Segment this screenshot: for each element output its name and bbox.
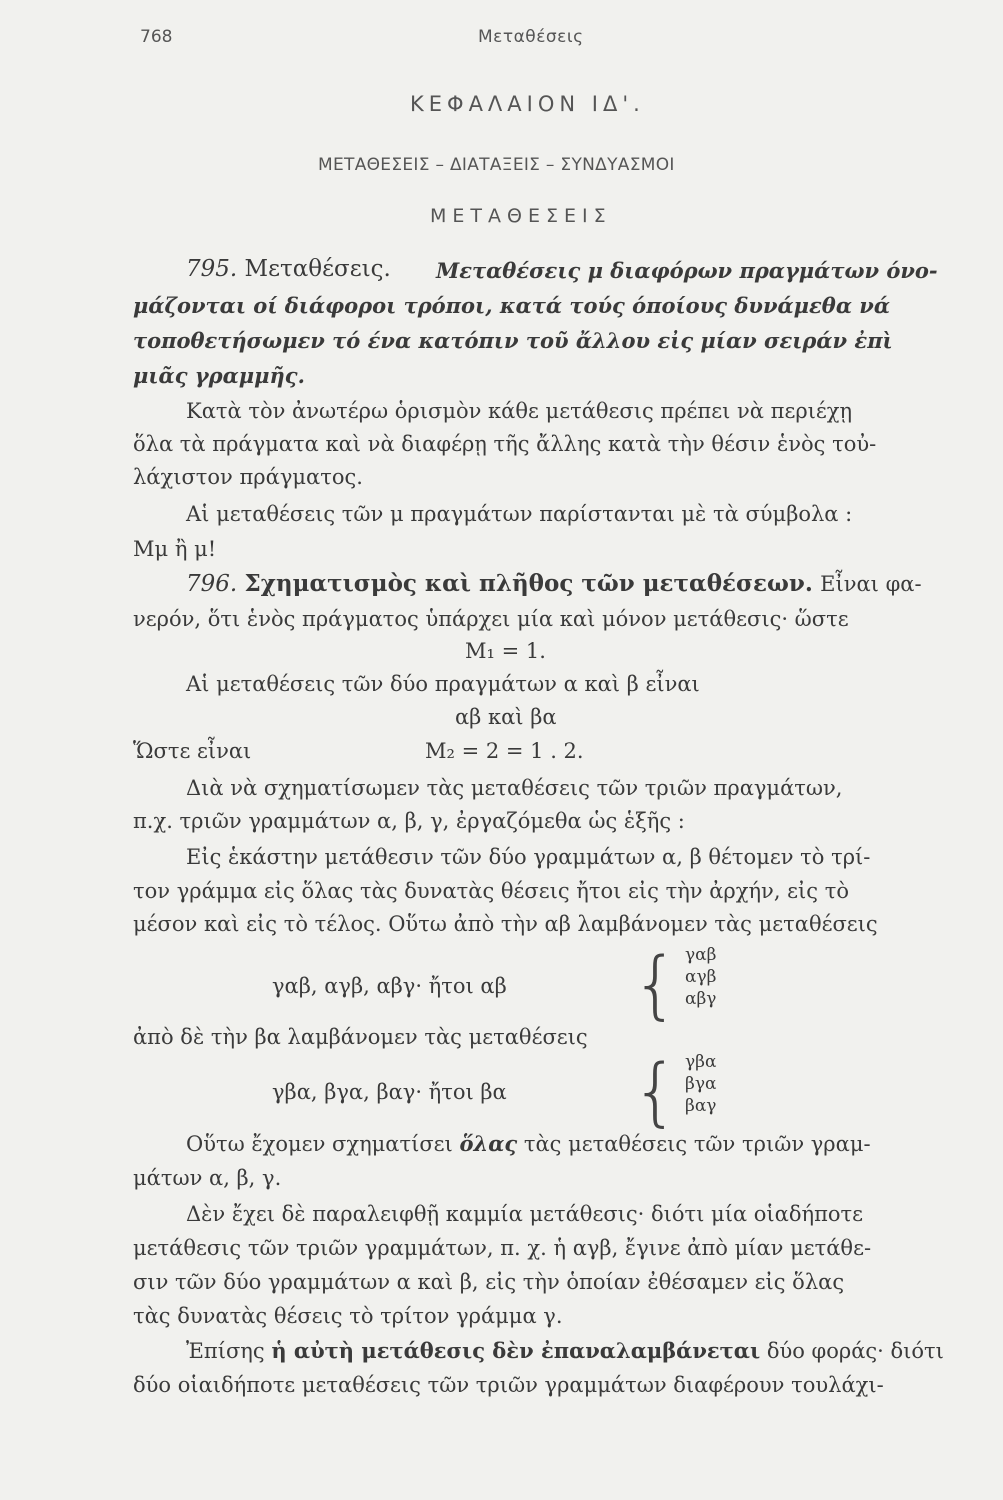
brace-icon: {: [632, 1049, 680, 1135]
section-heading: ΜΕΤΑΘΕΣΕΙΣ: [430, 205, 612, 227]
text-line: Αἱ μεταθέσεις τῶν μ πραγμάτων παρίστανται μὲ τὰ σύμβολα :: [186, 502, 853, 526]
brace-icon: {: [632, 942, 680, 1028]
text-line: λάχιστον πράγματος.: [133, 465, 363, 489]
equation-m2: Μ₂ = 2 = 1 . 2.: [425, 739, 584, 763]
text-line: Δὲν ἔχει δὲ παραλειφθῇ καμμία μετάθεσις· διότι μία οἱαδήποτε: [186, 1202, 864, 1226]
permutation-item: αβγ: [685, 989, 717, 1009]
chapter-title: ΚΕΦΑΛΑΙΟΝ ΙΔ'.: [410, 92, 645, 116]
text-line: [186, 1130, 871, 1158]
section-796-number: 796.: [186, 571, 238, 597]
pair-line: αβ καὶ βα: [455, 705, 557, 729]
permutation-item: αγβ: [685, 967, 717, 987]
permutations-row-2: γβα, βγα, βαγ· ἤτοι βα: [272, 1080, 507, 1104]
text-line: τον γράμμα εἰς ὅλας τὰς δυνατὰς θέσεις ἤτοι εἰς τὴν ἀρχήν, εἰς τὸ: [133, 879, 849, 903]
text-line: τὰς δυνατὰς θέσεις τὸ τρίτον γράμμα γ.: [133, 1304, 563, 1328]
section-796-lead: Εἶναι φα-: [820, 572, 922, 596]
text-line: Ὥστε εἶναι: [133, 739, 252, 763]
emphasis-word: ὅλας: [459, 1131, 518, 1156]
text-line: Κατὰ τὸν ἀνωτέρω ὁρισμὸν κάθε μετάθεσις πρέπει νὰ περιέχῃ: [186, 399, 853, 423]
running-title: Μεταθέσεις: [478, 27, 584, 47]
bold-phrase: ἡ αὐτὴ μετάθεσις δὲν ἐπαναλαμβάνεται: [271, 1338, 761, 1363]
definition-line-4: μιᾶς γραμμῆς.: [133, 363, 305, 388]
chapter-subtitle: ΜΕΤΑΘΕΣΕΙΣ – ΔΙΑΤΑΞΕΙΣ – ΣΥΝΔΥΑΣΜΟΙ: [318, 155, 675, 175]
section-796-heading: [186, 570, 922, 598]
text-line: μετάθεσις τῶν τριῶν γραμμάτων, π. χ. ἡ αγβ, ἔγινε ἀπὸ μίαν μετάθε-: [133, 1236, 872, 1260]
section-795-number: 795.: [186, 256, 238, 282]
section-795-title: Μεταθέσεις.: [244, 256, 391, 282]
permutation-item: βγα: [685, 1074, 717, 1094]
text-line: ἀπὸ δὲ τὴν βα λαμβάνομεν τὰς μεταθέσεις: [133, 1025, 588, 1049]
text-line: ὅλα τὰ πράγματα καὶ νὰ διαφέρῃ τῆς ἄλλης κατὰ τὴν θέσιν ἑνὸς τοὐ-: [133, 432, 877, 456]
permutations-row-1: γαβ, αγβ, αβγ· ἤτοι αβ: [272, 974, 507, 998]
definition-line-3: τοποθετήσωμεν τό ένα κατόπιν τοῦ ἄλλου εἰς μίαν σειράν ἐπὶ: [133, 328, 893, 353]
symbol-line: Μμ ἢ μ!: [133, 537, 217, 561]
text-fragment: Ἐπίσης: [186, 1339, 265, 1363]
text-line: Διὰ νὰ σχηματίσωμεν τὰς μεταθέσεις τῶν τριῶν πραγμάτων,: [186, 776, 843, 800]
text-line: σιν τῶν δύο γραμμάτων α καὶ β, εἰς τὴν ὁποίαν ἐθέσαμεν εἰς ὅλας: [133, 1270, 845, 1294]
permutation-item: γβα: [685, 1052, 717, 1072]
text-line: Εἰς ἑκάστην μετάθεσιν τῶν δύο γραμμάτων α, β θέτομεν τὸ τρί-: [186, 845, 871, 869]
equation-m1: Μ₁ = 1.: [465, 639, 546, 663]
page-number: 768: [140, 27, 173, 47]
text-line: νερόν, ὅτι ἑνὸς πράγματος ὑπάρχει μία καὶ μόνον μετάθεσις· ὥστε: [133, 607, 849, 631]
text-line: Αἱ μεταθέσεις τῶν δύο πραγμάτων α καὶ β εἶναι: [186, 672, 700, 696]
definition-line-2: μάζονται οί διάφοροι τρόποι, κατά τούς όποίους δυνάμεθα νά: [133, 293, 891, 318]
permutation-item: βαγ: [685, 1096, 717, 1116]
section-796-title: Σχηματισμὸς καὶ πλῆθος τῶν μεταθέσεων.: [244, 570, 813, 597]
text-fragment: Οὕτω ἔχομεν σχηματίσει: [186, 1132, 453, 1156]
text-line: π.χ. τριῶν γραμμάτων α, β, γ, ἐργαζόμεθα ὡς ἑξῆς :: [133, 809, 685, 833]
definition-line-1: Μεταθέσεις μ διαφόρων πραγμάτων όνο-: [436, 258, 938, 283]
text-line: μέσον καὶ εἰς τὸ τέλος. Οὕτω ἀπὸ τὴν αβ λαμβάνομεν τὰς μεταθέσεις: [133, 912, 878, 936]
text-fragment: τὰς μεταθέσεις τῶν τριῶν γραμ-: [523, 1132, 871, 1156]
section-795-heading: [186, 255, 391, 283]
text-fragment: δύο φοράς· διότι: [766, 1339, 944, 1363]
text-line: [186, 1337, 944, 1365]
text-line: μάτων α, β, γ.: [133, 1166, 282, 1190]
permutation-item: γαβ: [685, 945, 717, 965]
text-line: δύο οἱαιδήποτε μεταθέσεις τῶν τριῶν γραμμάτων διαφέρουν τουλάχι-: [133, 1373, 884, 1397]
